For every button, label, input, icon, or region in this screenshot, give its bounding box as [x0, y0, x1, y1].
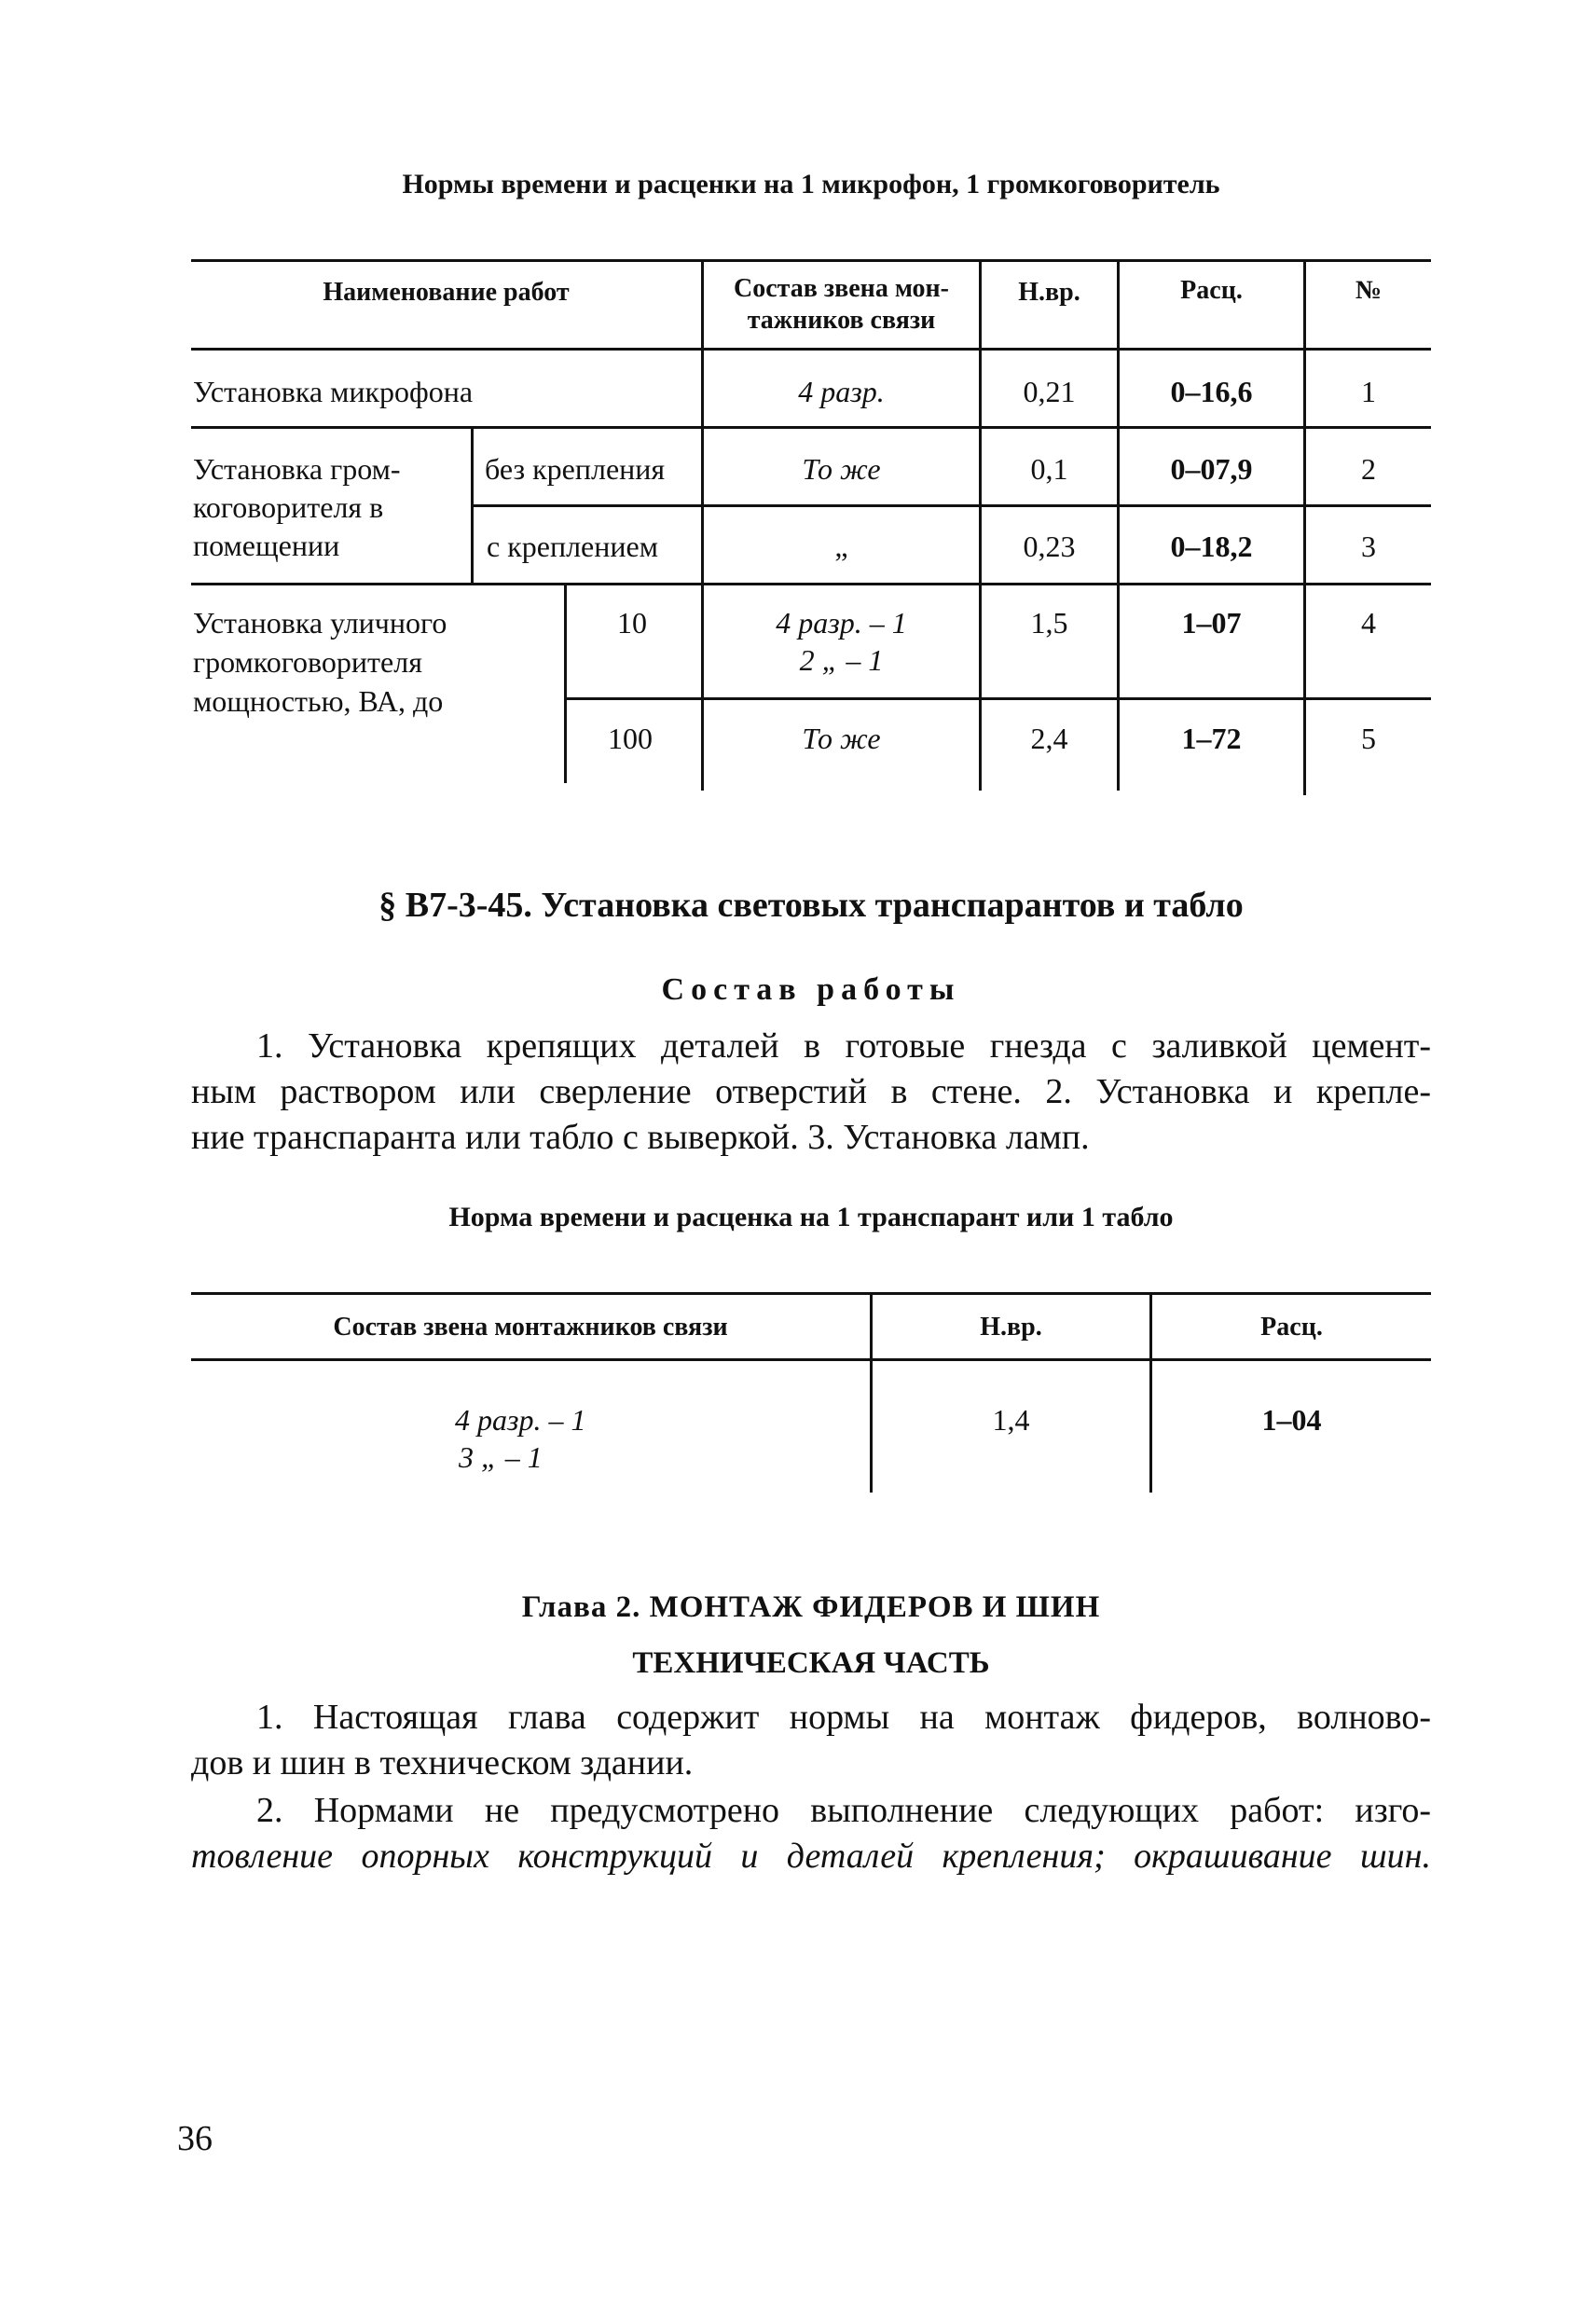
- table1-sub-rule-a: [471, 426, 474, 583]
- table1-row5-rasc: 1–72: [1181, 722, 1242, 755]
- table1-caption: Нормы времени и расценки на 1 микрофон, 1 громкоговоритель: [402, 169, 1220, 200]
- table1-row1-num: 1: [1361, 375, 1376, 408]
- table1-header-rule: [191, 348, 1431, 351]
- table1-header-crew-2: тажников связи: [747, 306, 936, 335]
- chapter-paragraph-1: [191, 1695, 1431, 1786]
- table1-row3-crew: „: [834, 530, 848, 563]
- table1-row4-rasc: 1–07: [1181, 606, 1242, 640]
- table1-row1-rule: [191, 426, 1431, 429]
- table1-group2-line1: Установка уличного: [193, 606, 447, 640]
- table2-header-nvr: Н.вр.: [980, 1313, 1042, 1342]
- table2-rasc: 1–04: [1261, 1403, 1322, 1437]
- table1-group1-line2: коговорителя в: [193, 490, 384, 524]
- table1-row3-rasc: 0–18,2: [1170, 530, 1253, 563]
- table1-row1-name: Установка микрофона: [193, 375, 474, 408]
- table1-header-crew-1: Состав звена мон-: [734, 274, 949, 303]
- table1-row1-nvr: 0,21: [1023, 375, 1076, 408]
- table1-col-nvr-rule: [979, 259, 982, 791]
- table1-row4-nvr: 1,5: [1030, 606, 1068, 640]
- chapter-p1-line-2: дов и шин в техническом здании.: [191, 1743, 694, 1782]
- table1-header-nvr: Н.вр.: [1018, 278, 1080, 307]
- table1-row3-num: 3: [1361, 530, 1376, 563]
- section-subtitle: Состав работы: [661, 972, 961, 1007]
- table1-group1-line3: помещении: [193, 529, 340, 562]
- section-para-line-3: ние транспаранта или табло с выверкой. 3. Установка ламп.: [191, 1118, 1090, 1157]
- table2-crew-line-1: 4 разр. – 1: [455, 1403, 586, 1437]
- chapter-paragraph-2: [191, 1788, 1431, 1879]
- section-para-line-1: 1. Установка крепящих деталей в готовые гнезда с заливкой цемент-: [256, 1026, 1431, 1066]
- table2-nvr: 1,4: [992, 1403, 1030, 1437]
- table1-row2-crew: То же: [802, 452, 881, 486]
- table1-sub-rule-b: [564, 583, 567, 783]
- table1-row2-num: 2: [1361, 452, 1376, 486]
- table1-row5-crew: То же: [802, 722, 881, 755]
- table2-caption: Норма времени и расценка на 1 транспарант или 1 табло: [448, 1202, 1174, 1232]
- table1-row3-nvr: 0,23: [1023, 530, 1076, 563]
- table1-row2-nvr: 0,1: [1030, 452, 1068, 486]
- table1-row2-rule: [471, 504, 1431, 507]
- section-para-line-2: ным раствором или сверление отверстий в стене. 2. Установка и крепле-: [191, 1072, 1431, 1111]
- table1-header-name: Наименование работ: [323, 278, 570, 307]
- table1-row4-rule: [564, 697, 1431, 700]
- table1-group1-line1: Установка гром-: [193, 452, 401, 486]
- table1-row5-num: 5: [1361, 722, 1376, 755]
- table1-row3-rule: [191, 583, 1431, 585]
- chapter-p2-line-2: товление опорных конструкций и деталей крепления; окрашивание шин.: [191, 1837, 1431, 1876]
- table2-crew-line-2: 3 „ – 1: [459, 1440, 543, 1474]
- table1-row4-sub: 10: [617, 606, 647, 640]
- chapter-title: Глава 2. МОНТАЖ ФИДЕРОВ И ШИН: [521, 1590, 1101, 1624]
- section-paragraph: [191, 1024, 1431, 1161]
- table1-group2-line3: мощностью, ВА, до: [193, 684, 444, 718]
- table1-row4-num: 4: [1361, 606, 1376, 640]
- chapter-subtitle: ТЕХНИЧЕСКАЯ ЧАСТЬ: [632, 1646, 990, 1680]
- table1-row5-sub: 100: [608, 722, 653, 755]
- table2-header-crew: Состав звена монтажников связи: [333, 1313, 728, 1342]
- table1-row3-sub: с креплением: [487, 530, 658, 563]
- table2-top-rule: [191, 1292, 1431, 1295]
- table1-col-crew-rule: [701, 259, 704, 791]
- table1-row5-nvr: 2,4: [1030, 722, 1068, 755]
- table1-row1-crew: 4 разр.: [798, 375, 885, 408]
- table1-header-num: №: [1355, 276, 1383, 305]
- table1-row4-crew-1: 4 разр. – 1: [776, 606, 907, 640]
- table2-header-rule: [191, 1358, 1431, 1361]
- table1-row2-sub: без крепления: [485, 452, 666, 486]
- chapter-p1-line-1: 1. Настоящая глава содержит нормы на монтаж фидеров, волново-: [256, 1698, 1431, 1737]
- table1-row4-crew-2: 2 „ – 1: [799, 643, 884, 677]
- page-number: 36: [177, 2119, 213, 2158]
- chapter-p2-line-1: 2. Нормами не предусмотрено выполнение следующих работ: изго-: [256, 1791, 1431, 1830]
- table1-row1-rasc: 0–16,6: [1170, 375, 1253, 408]
- table1-row2-rasc: 0–07,9: [1170, 452, 1253, 486]
- table1-top-rule: [191, 259, 1431, 262]
- table2-header-rasc: Расц.: [1260, 1313, 1323, 1342]
- table1-group2-line2: громкоговорителя: [193, 645, 422, 679]
- table1-header-rasc: Расц.: [1180, 276, 1243, 305]
- section-title: § В7-3-45. Установка световых транспарантов и табло: [378, 886, 1244, 925]
- table1-col-rasc-rule: [1117, 259, 1120, 791]
